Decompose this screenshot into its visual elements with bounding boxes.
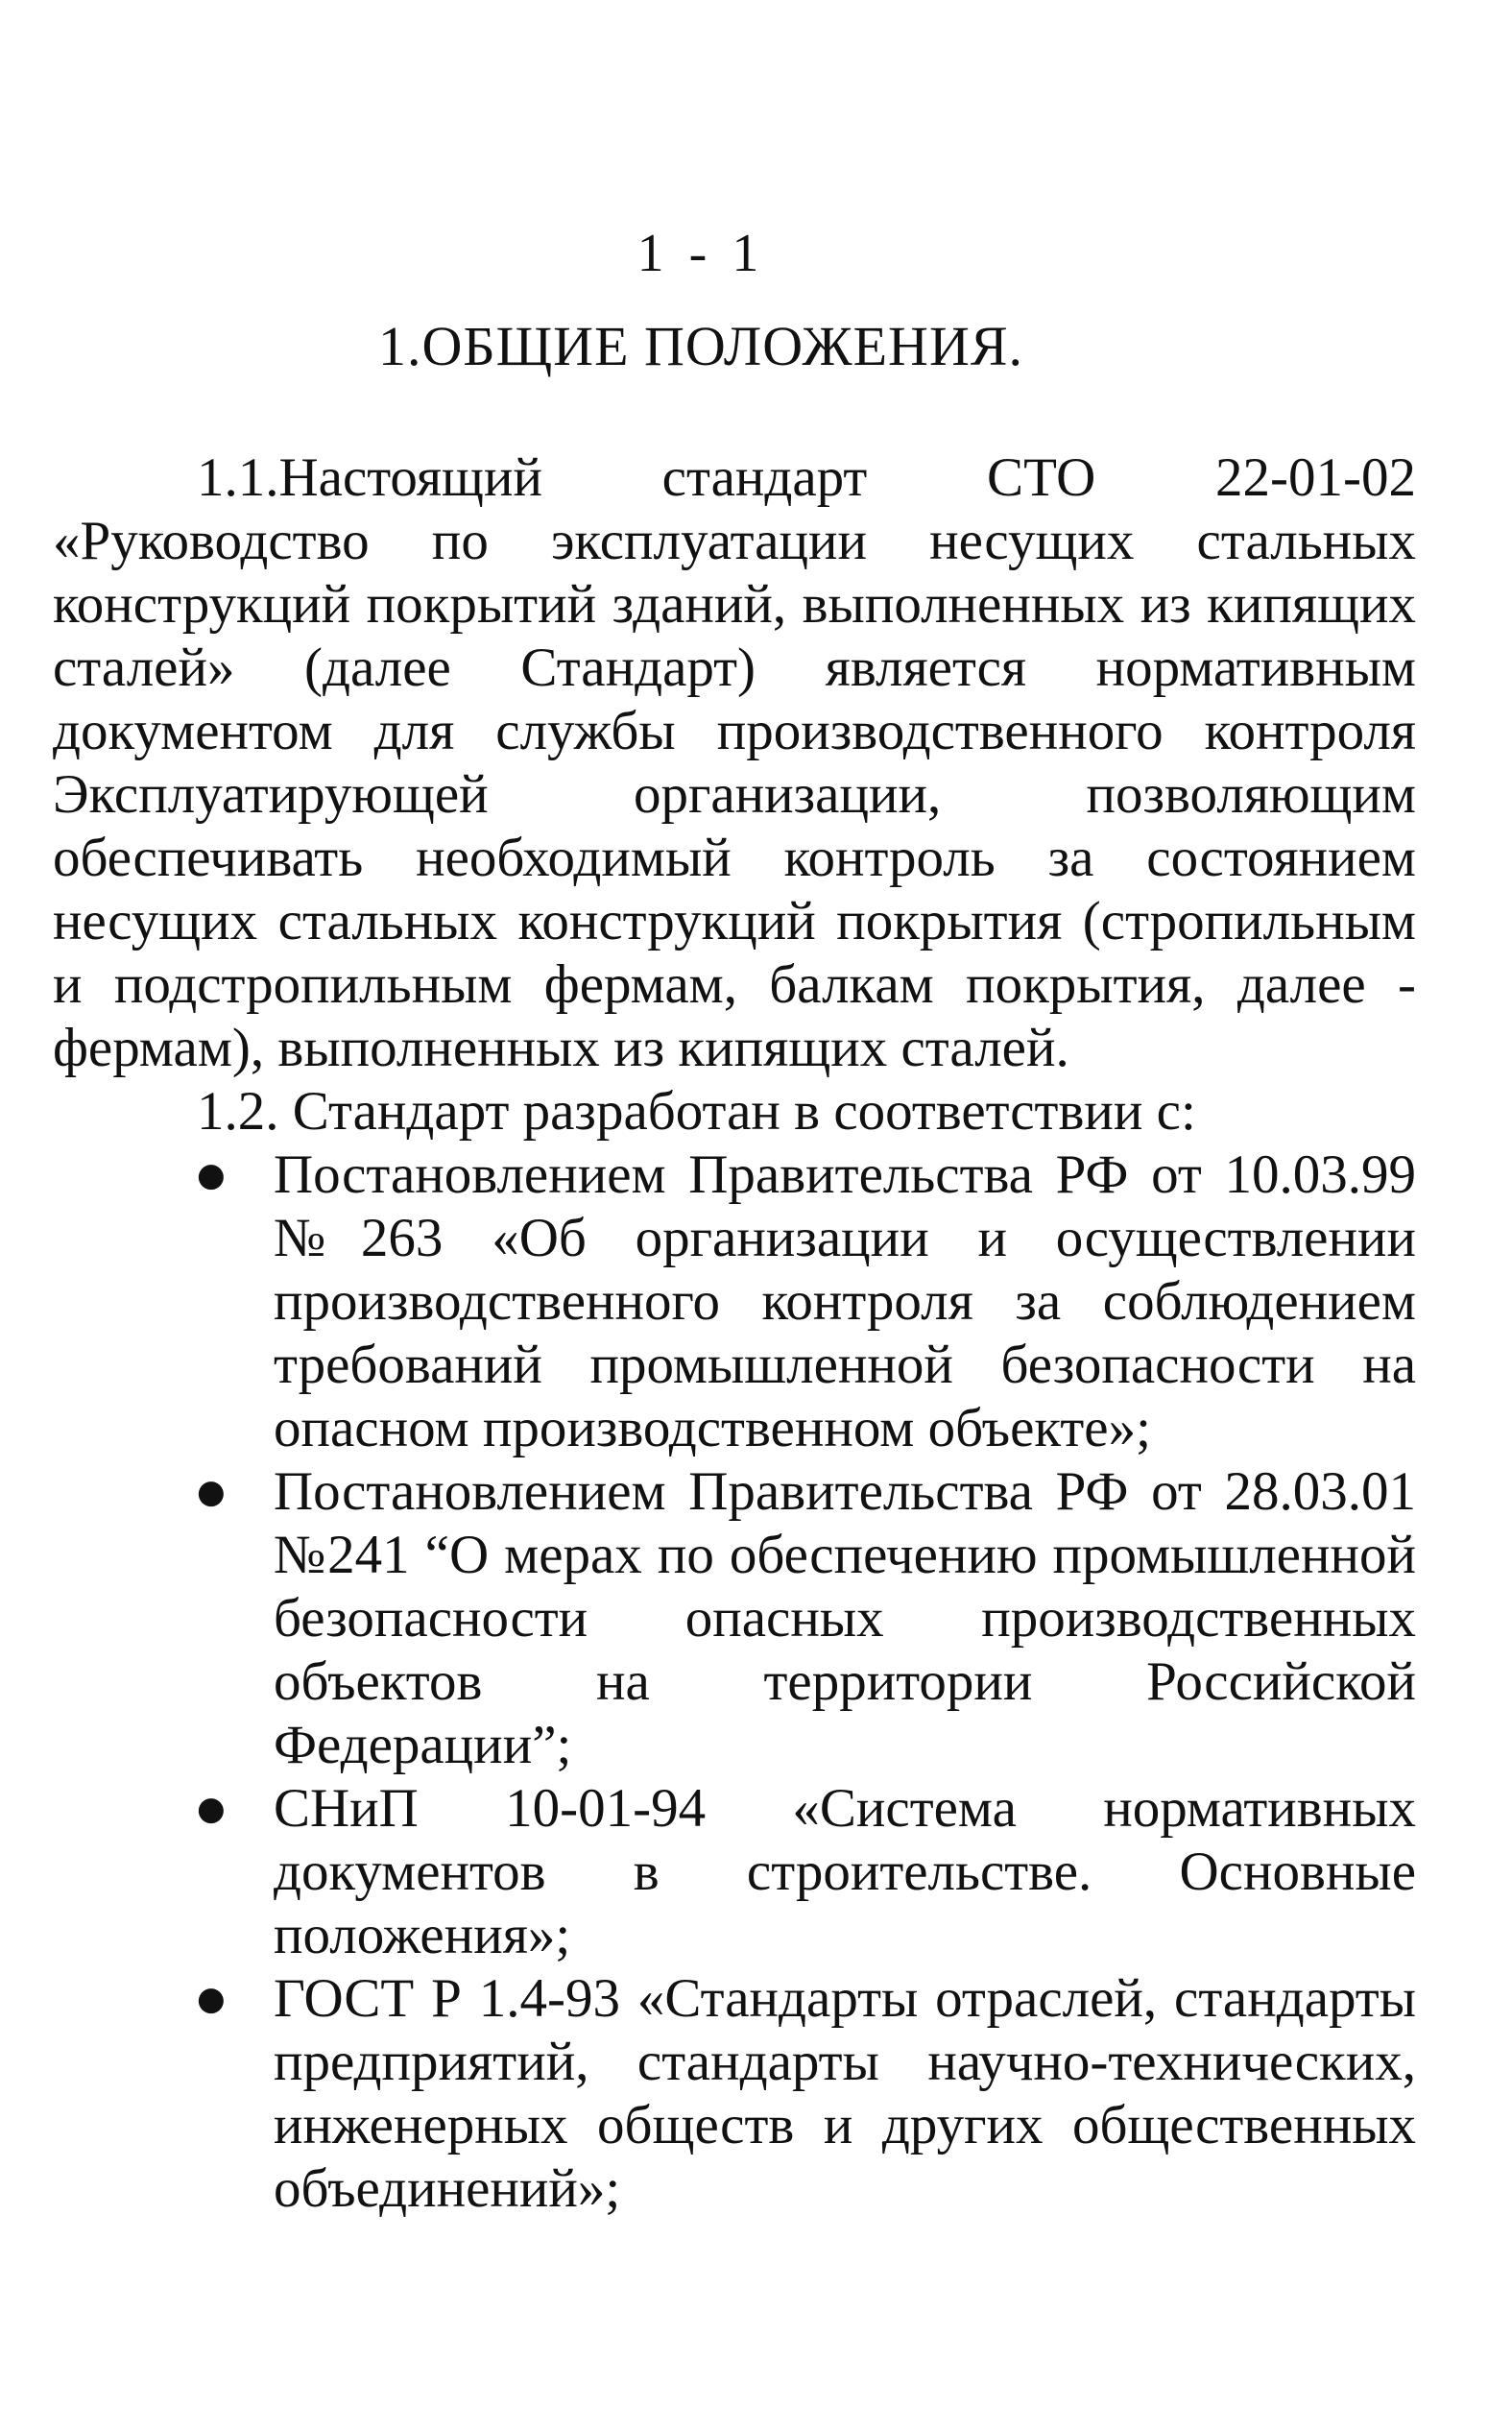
document-body	[53, 446, 1416, 2221]
paragraph-1-1	[53, 446, 1416, 1080]
list-item-text: Постановлением Правительства РФ от 28.03.01 №241 “О мерах по обеспечению промышленной безопасности опасных производственных объектов на территории Российской Федерации”;	[274, 1461, 1416, 1775]
bullet-icon: ●	[197, 1980, 226, 2018]
list-item	[53, 1967, 1416, 2221]
list-item	[53, 1460, 1416, 1777]
list-item-text: ГОСТ Р 1.4-93 «Стандарты отраслей, стандарты предприятий, стандарты научно-технических, инженерных обществ и других общественных объединений»;	[274, 1968, 1416, 2219]
paragraph-1-1-number: 1.1.	[197, 447, 279, 508]
bullet-icon: ●	[197, 1473, 226, 1511]
list-item-text: СНиП 10-01-94 «Система нормативных документов в строительстве. Основные положения»;	[274, 1778, 1416, 1965]
paragraph-1-1-text: Настоящий стандарт СТО 22-01-02 «Руководство по эксплуатации несущих стальных конструкций покрытий зданий, выполненных из кипящих сталей» (далее Стандарт) является нормативным документом для службы производственного контроля Эксплуатирующей организации, позволяющим обеспечивать необходимый контроль за состоянием несущих стальных конструкций покрытия (стропильным и подстропильным фермам, балкам покрытия, далее - фермам), выполненных из кипящих сталей.	[53, 447, 1416, 1078]
paragraph-1-2	[53, 1080, 1416, 1144]
reference-list	[53, 1144, 1416, 2221]
list-item	[53, 1777, 1416, 1967]
bullet-icon: ●	[197, 1156, 226, 1194]
bullet-icon: ●	[197, 1790, 226, 1828]
paragraph-1-2-text: Стандарт разработан в соответствии с:	[292, 1081, 1196, 1142]
page-number: 1 - 1	[636, 224, 765, 283]
section-title: 1.ОБЩИЕ ПОЛОЖЕНИЯ.	[377, 315, 1024, 377]
list-item	[53, 1144, 1416, 1460]
paragraph-1-2-number: 1.2.	[197, 1081, 279, 1142]
list-item-text: Постановлением Правительства РФ от 10.03.99 №263 «Об организации и осуществлении производственного контроля за соблюдением требований промышленной безопасности на опасном производственном объекте»;	[274, 1144, 1416, 1458]
